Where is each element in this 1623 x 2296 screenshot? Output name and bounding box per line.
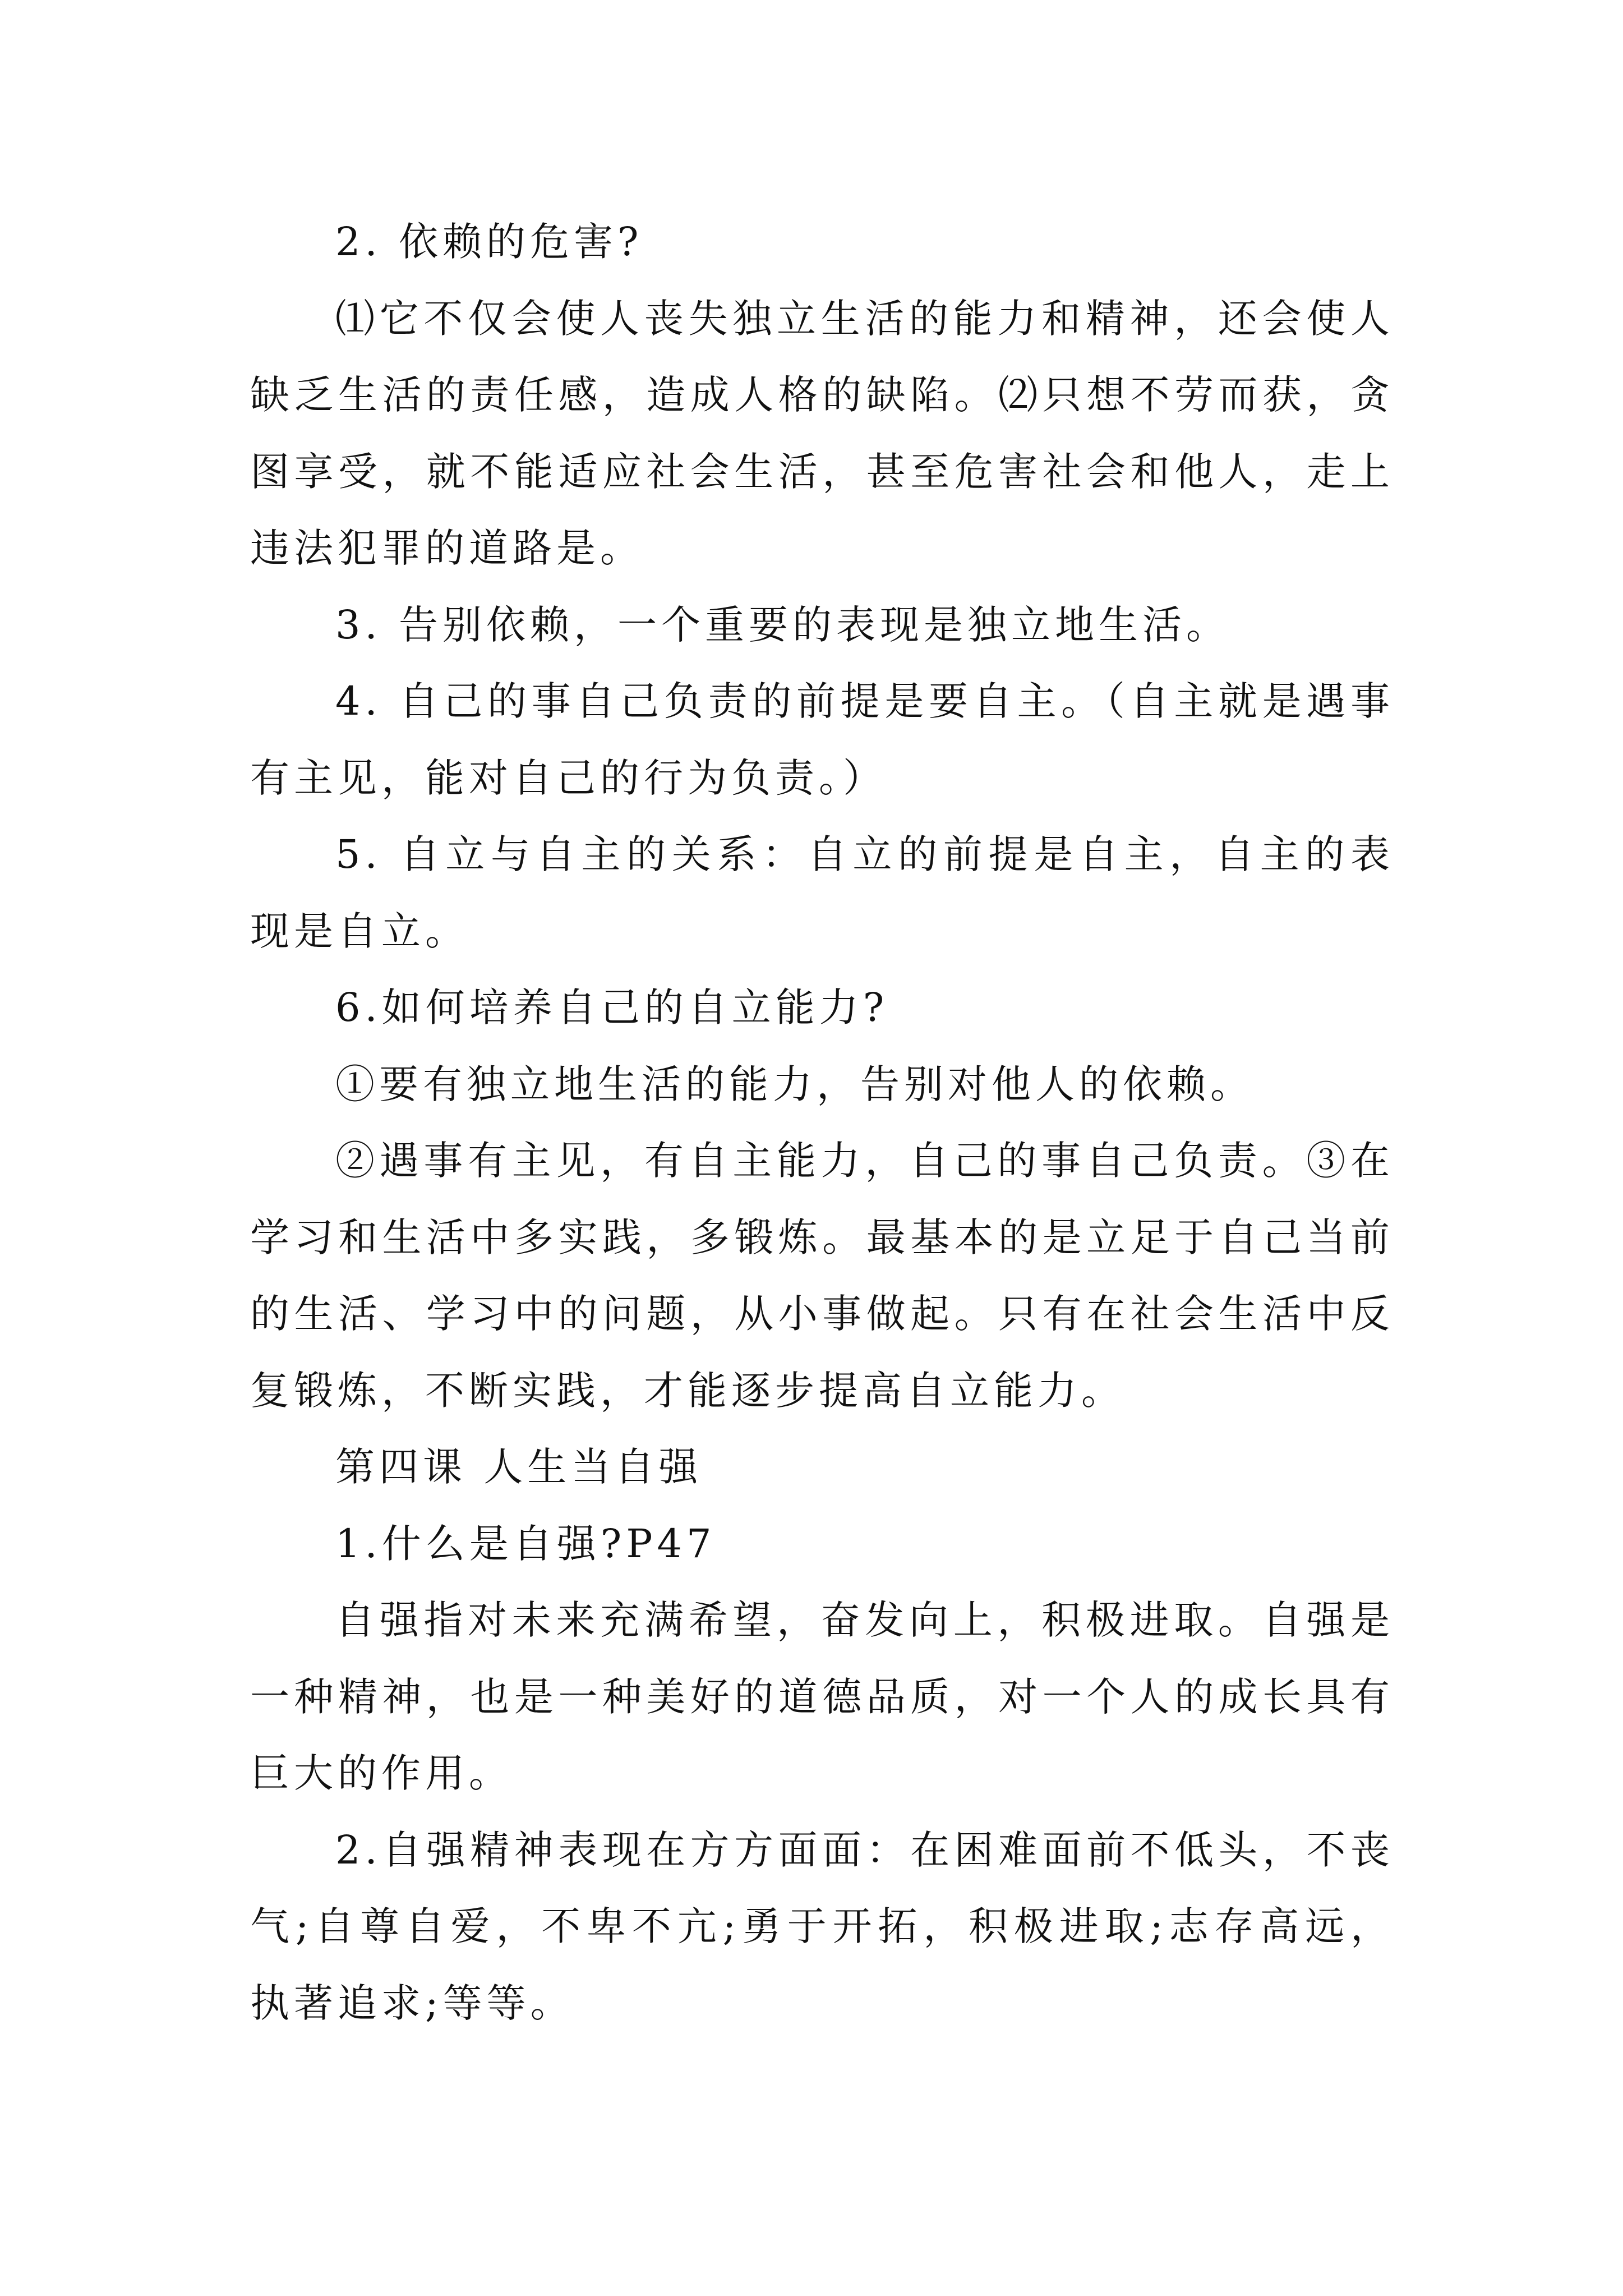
lesson-title: 第四课 人生当自强 <box>335 1444 703 1490</box>
heading-what-is-self-improvement: 1.什么是自强?P47 <box>335 1520 716 1567</box>
list-item-2-3: ②遇事有主见，有自主能力，自己的事自己负责。③在学习和生活中多实践，多锻炼。最基本的是立足于自己当前的生活、学习中的问题，从小事做起。只有在社会生活中反复锻炼，不断实践，才能逐步提高自立能力。 <box>250 1138 1394 1414</box>
paragraph-self-improvement-aspects: 2.自强精神表现在方方面面：在困难面前不低头，不丧气;自尊自爱，不卑不亢;勇于开拓，积极进取;志存高远，执著追求;等等。 <box>250 1826 1394 2026</box>
list-item-1: ①要有独立地生活的能力，告别对他人的依赖。 <box>335 1061 1254 1107</box>
paragraph-self-responsibility: 4. 自己的事自己负责的前提是要自主。（自主就是遇事有主见，能对自己的行为负责。） <box>250 678 1394 801</box>
paragraph-self-improvement-definition: 自强指对未来充满希望，奋发向上，积极进取。自强是一种精神，也是一种美好的道德品质，对一个人的成长具有巨大的作用。 <box>250 1597 1394 1796</box>
paragraph-farewell-dependence: 3. 告别依赖，一个重要的表现是独立地生活。 <box>335 601 1230 648</box>
paragraph-independence-autonomy: 5. 自立与自主的关系：自立的前提是自主，自主的表现是自立。 <box>250 831 1394 954</box>
heading-dependence-harm: 2. 依赖的危害? <box>335 219 643 265</box>
document-page <box>250 204 1394 2041</box>
paragraph-dependence-harm: ⑴它不仅会使人丧失独立生活的能力和精神，还会使人缺乏生活的责任感，造成人格的缺陷。⑵只想不劳而获，贪图享受，就不能适应社会生活，甚至危害社会和他人，走上违法犯罪的道路是。 <box>250 295 1394 571</box>
heading-cultivate-independence: 6.如何培养自己的自立能力? <box>335 984 889 1030</box>
